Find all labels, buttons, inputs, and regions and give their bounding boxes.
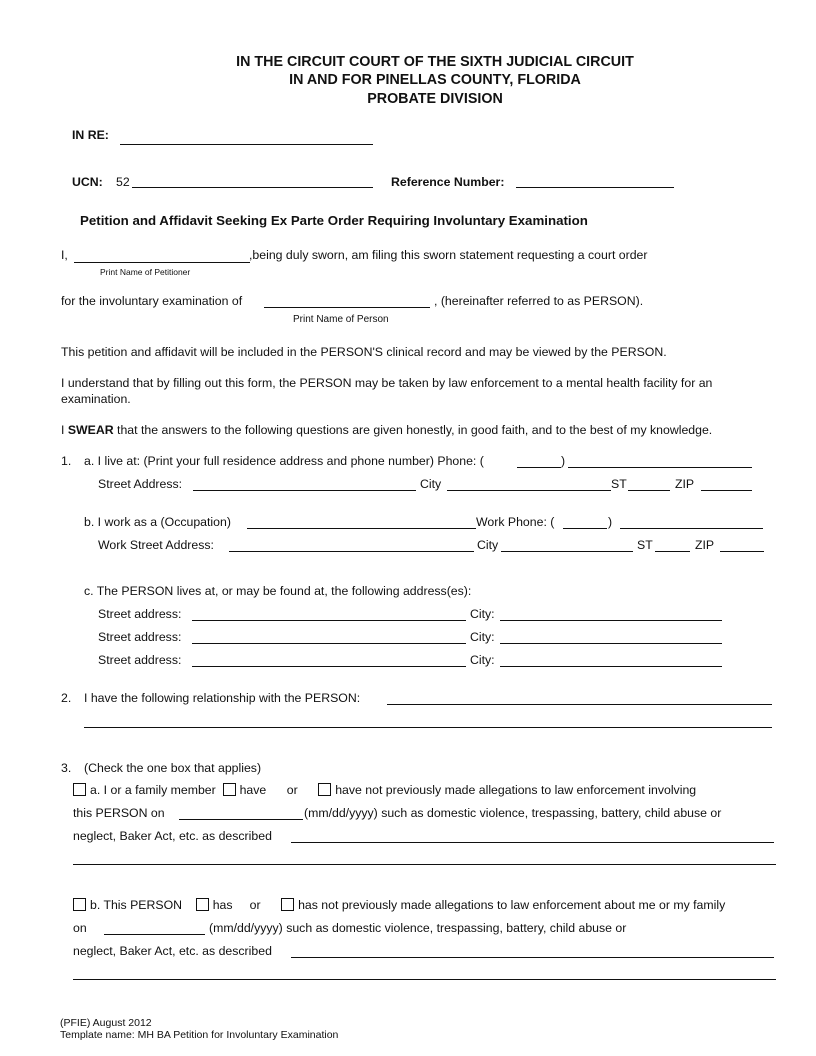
- court-heading-line1: IN THE CIRCUIT COURT OF THE SIXTH JUDICIAL CIRCUIT: [236, 54, 634, 70]
- q3a-checkbox[interactable]: [73, 783, 86, 796]
- reference-number-label: Reference Number:: [391, 175, 505, 189]
- q1c-city-label-2: City:: [470, 630, 495, 644]
- q3a-row1: [73, 783, 696, 797]
- print-name-petitioner-caption: Print Name of Petitioner: [100, 267, 191, 277]
- q1a-st-label: ST: [611, 477, 627, 491]
- q1b-work-phone-area-field[interactable]: [563, 528, 607, 529]
- q1b-work-street-label: Work Street Address:: [98, 538, 214, 552]
- petitioner-name-field[interactable]: [74, 262, 250, 263]
- q1b-st-label: ST: [637, 538, 653, 552]
- footer-template-name: Template name: MH BA Petition for Involuntary Examination: [60, 1029, 339, 1041]
- q2-label: I have the following relationship with the PERSON:: [84, 691, 361, 705]
- q3a-have-not-checkbox[interactable]: [318, 783, 331, 796]
- q3a-date-format: (mm/dd/yyyy) such as domestic violence, trespassing, battery, child abuse or: [304, 806, 722, 820]
- q1b-city-field[interactable]: [501, 551, 633, 552]
- q1c-street-label-1: Street address:: [98, 607, 182, 621]
- q1a-close-paren: ): [561, 454, 566, 468]
- q1b-work-phone-label: Work Phone: (: [476, 515, 555, 529]
- q1c-city-label-3: City:: [470, 653, 495, 667]
- q1b-zip-field[interactable]: [720, 551, 764, 552]
- q3b-has-not-checkbox[interactable]: [281, 898, 294, 911]
- q3b-label: b. This PERSON: [90, 898, 183, 912]
- print-name-person-caption: Print Name of Person: [293, 314, 389, 325]
- q1-number: 1.: [61, 454, 72, 468]
- q3a-this-person-on: this PERSON on: [73, 806, 165, 820]
- q1c-city-field-3[interactable]: [500, 666, 722, 667]
- q1c-label: c. The PERSON lives at, or may be found at, the following address(es):: [84, 584, 472, 598]
- q3b-on-label: on: [73, 921, 87, 935]
- q3b-checkbox[interactable]: [73, 898, 86, 911]
- q3b-description-field-2[interactable]: [73, 979, 776, 980]
- for-exam-text: for the involuntary examination of: [61, 294, 243, 308]
- footer-form-code: (PFIE) August 2012: [60, 1017, 152, 1029]
- q3b-has-checkbox[interactable]: [196, 898, 209, 911]
- form-title: Petition and Affidavit Seeking Ex Parte Order Requiring Involuntary Examination: [80, 213, 588, 228]
- q1c-city-field-2[interactable]: [500, 643, 722, 644]
- q1a-label: a. I live at: (Print your full residence address and phone number) Phone: (: [84, 454, 484, 468]
- q1b-work-phone-field[interactable]: [620, 528, 763, 529]
- court-heading-line2: IN AND FOR PINELLAS COUNTY, FLORIDA: [289, 72, 581, 88]
- q1c-street-field-2[interactable]: [192, 643, 466, 644]
- understand-paragraph-line2: examination.: [61, 392, 131, 406]
- q1c-street-label-2: Street address:: [98, 630, 182, 644]
- q1a-st-field[interactable]: [628, 490, 670, 491]
- q1a-city-label: City: [420, 477, 442, 491]
- q1a-street-field[interactable]: [193, 490, 416, 491]
- q1b-label: b. I work as a (Occupation): [84, 515, 231, 529]
- q3a-description-field-2[interactable]: [73, 864, 776, 865]
- q1b-st-field[interactable]: [655, 551, 690, 552]
- q3a-label: a. I or a family member: [90, 783, 216, 797]
- reference-number-field[interactable]: [516, 187, 674, 188]
- q3a-or-label: or: [286, 783, 298, 797]
- q1b-close-paren: ): [608, 515, 613, 529]
- ucn-prefix: 52: [116, 175, 130, 189]
- q3b-has-not-label: has not previously made allegations to law enforcement about me or my family: [298, 898, 726, 912]
- swear-rest: that the answers to the following questions are given honestly, in good faith, and to the best of my knowledge.: [117, 423, 713, 437]
- q1c-street-label-3: Street address:: [98, 653, 182, 667]
- q3b-date-field[interactable]: [104, 934, 205, 935]
- q1b-zip-label: ZIP: [695, 538, 715, 552]
- q3b-has-label: has: [212, 898, 233, 912]
- q3b-or-label: or: [249, 898, 261, 912]
- i-label: I,: [61, 248, 68, 262]
- q1a-phone-field[interactable]: [568, 467, 752, 468]
- q3a-have-checkbox[interactable]: [223, 783, 236, 796]
- q2-relationship-field[interactable]: [387, 704, 772, 705]
- q3a-date-field[interactable]: [179, 819, 303, 820]
- q3b-description-field[interactable]: [291, 957, 774, 958]
- q1c-city-field-1[interactable]: [500, 620, 722, 621]
- q2-number: 2.: [61, 691, 72, 705]
- hereinafter-text: , (hereinafter referred to as PERSON).: [434, 294, 644, 308]
- q1b-work-street-field[interactable]: [229, 551, 474, 552]
- q3a-description-field[interactable]: [291, 842, 774, 843]
- ucn-label: UCN:: [72, 175, 103, 189]
- q1b-occupation-field[interactable]: [247, 528, 476, 529]
- q1a-city-field[interactable]: [447, 490, 611, 491]
- clinical-record-paragraph: This petition and affidavit will be included in the PERSON'S clinical record and may be viewed by the PERSON.: [61, 345, 667, 359]
- q3b-row1: [73, 898, 725, 912]
- q2-relationship-field-2[interactable]: [84, 727, 772, 728]
- q3-number: 3.: [61, 761, 72, 775]
- in-re-field[interactable]: [120, 144, 373, 145]
- swear-statement: [61, 423, 712, 437]
- being-sworn-text: ,being duly sworn, am filing this sworn statement requesting a court order: [249, 248, 648, 262]
- q1a-phone-area-field[interactable]: [517, 467, 561, 468]
- q3b-neglect-described: neglect, Baker Act, etc. as described: [73, 944, 272, 958]
- understand-paragraph-line1: I understand that by filling out this form, the PERSON may be taken by law enforcement to a mental health facility for an: [61, 376, 713, 390]
- in-re-label: IN RE:: [72, 128, 109, 142]
- q1c-street-field-3[interactable]: [192, 666, 466, 667]
- q3b-date-format: (mm/dd/yyyy) such as domestic violence, trespassing, battery, child abuse or: [209, 921, 627, 935]
- q3a-have-label: have: [239, 783, 267, 797]
- q1a-zip-label: ZIP: [675, 477, 695, 491]
- q1a-street-label: Street Address:: [98, 477, 183, 491]
- q3a-have-not-label: have not previously made allegations to law enforcement involving: [335, 783, 697, 797]
- swear-i: I: [61, 423, 65, 437]
- q3a-neglect-described: neglect, Baker Act, etc. as described: [73, 829, 272, 843]
- court-heading-line3: PROBATE DIVISION: [367, 91, 503, 107]
- person-name-field[interactable]: [264, 307, 430, 308]
- q1b-city-label: City: [477, 538, 499, 552]
- q1a-zip-field[interactable]: [701, 490, 752, 491]
- swear-bold: SWEAR: [67, 423, 114, 437]
- q1c-city-label-1: City:: [470, 607, 495, 621]
- ucn-field[interactable]: [132, 187, 373, 188]
- q1c-street-field-1[interactable]: [192, 620, 466, 621]
- q3-instruction: (Check the one box that applies): [84, 761, 262, 775]
